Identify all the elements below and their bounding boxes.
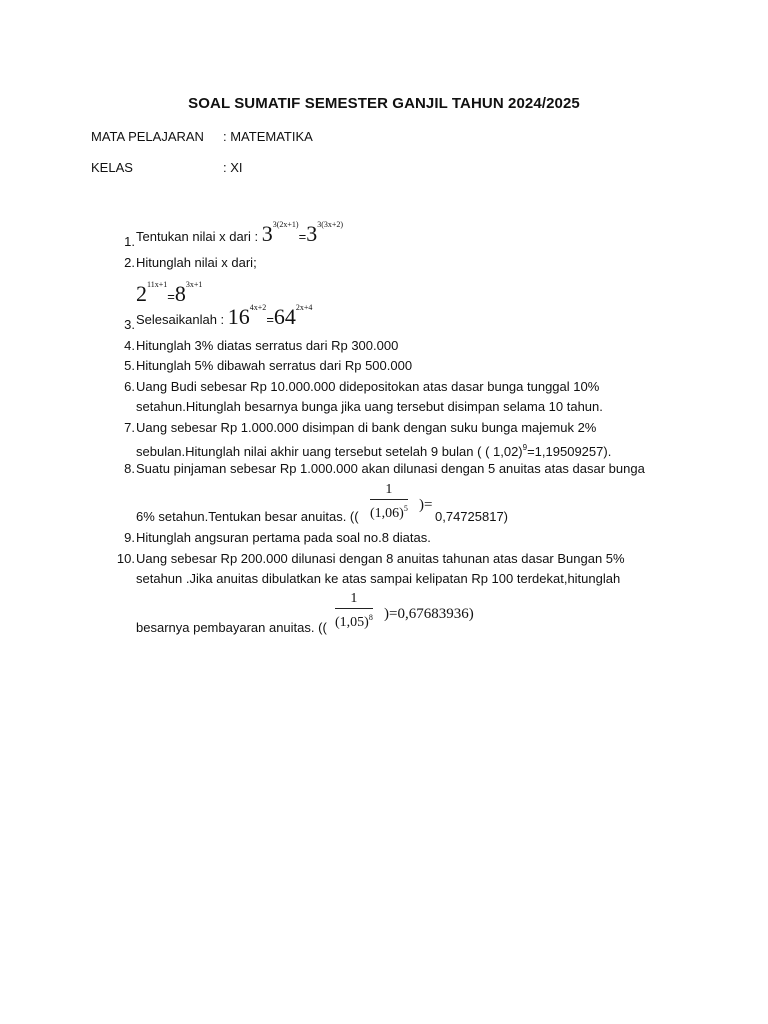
question-number: 1. bbox=[124, 234, 135, 249]
base-left: 3 bbox=[261, 221, 273, 246]
page-title: SOAL SUMATIF SEMESTER GANJIL TAHUN 2024/2025 bbox=[188, 95, 580, 112]
text-part: =1,19509257). bbox=[527, 444, 612, 459]
fraction-numerator: 1 bbox=[335, 590, 373, 609]
question-text: Tentukan nilai x dari : bbox=[136, 229, 259, 244]
denominator-exponent: 8 bbox=[368, 613, 373, 622]
question-text: Hitunglah 5% dibawah serratus dari Rp 500.000 bbox=[136, 358, 413, 373]
formula-line bbox=[136, 479, 683, 527]
meta-label: KELAS bbox=[91, 160, 133, 175]
fraction-denominator bbox=[370, 500, 408, 523]
fraction-denominator bbox=[335, 609, 373, 632]
question-8 bbox=[113, 459, 683, 527]
base-right: 64 bbox=[273, 304, 296, 329]
question-number: 4. bbox=[124, 338, 135, 353]
question-4 bbox=[113, 336, 683, 356]
question-number: 9. bbox=[124, 530, 135, 545]
question-number: 8. bbox=[124, 461, 135, 476]
question-3 bbox=[113, 298, 683, 330]
fraction bbox=[370, 481, 408, 523]
question-9 bbox=[113, 528, 683, 548]
question-number: 2. bbox=[124, 255, 135, 270]
question-6 bbox=[113, 377, 683, 417]
formula-close: )= bbox=[419, 497, 433, 513]
question-text: Selesaikanlah : bbox=[136, 312, 225, 327]
formula-close: )=0,67683936) bbox=[384, 606, 474, 622]
equals-sign: = bbox=[298, 229, 307, 244]
question-number: 5. bbox=[124, 358, 135, 373]
question-number: 10. bbox=[116, 551, 135, 566]
denominator-base: (1,05) bbox=[335, 615, 369, 630]
exponent: 9 bbox=[522, 443, 528, 452]
question-10 bbox=[113, 549, 683, 637]
question-number: 6. bbox=[124, 379, 135, 394]
fraction bbox=[335, 590, 373, 632]
exponent-right: 3x+1 bbox=[185, 280, 203, 289]
formula-line bbox=[136, 589, 683, 637]
denominator-exponent: 5 bbox=[403, 504, 408, 513]
meta-subject bbox=[91, 129, 313, 144]
base-left: 16 bbox=[227, 304, 250, 329]
question-text: Hitunglah nilai x dari; bbox=[136, 255, 257, 270]
question-text: Hitunglah angsuran pertama pada soal no.8 diatas. bbox=[136, 530, 431, 545]
question-text-line: Uang sebesar Rp 200.000 dilunasi dengan 8 anuitas tahunan atas dasar Bungan 5% bbox=[136, 551, 625, 566]
question-7 bbox=[113, 418, 683, 462]
denominator-base: (1,06) bbox=[370, 506, 404, 521]
base-left: 2 bbox=[136, 281, 147, 306]
text-part: sebulan.Hitunglah nilai akhir uang tersebut setelah 9 bulan ( ( 1,02) bbox=[136, 444, 523, 459]
equals-sign: = bbox=[266, 312, 274, 327]
equals-sign: = bbox=[167, 289, 175, 304]
question-number: 7. bbox=[124, 420, 135, 435]
question-text: Hitunglah 3% diatas serratus dari Rp 300.000 bbox=[136, 338, 399, 353]
question-text-line: setahun .Jika anuitas dibulatkan ke atas sampai kelipatan Rp 100 terdekat,hitunglah bbox=[136, 571, 621, 586]
formula-value: 0,74725817) bbox=[435, 509, 509, 524]
meta-class bbox=[91, 160, 243, 175]
meta-label: MATA PELAJARAN bbox=[91, 129, 204, 144]
base-right: 8 bbox=[174, 281, 186, 306]
base-right: 3 bbox=[306, 221, 318, 246]
fraction-numerator: 1 bbox=[370, 481, 408, 500]
exponent-right: 2x+4 bbox=[295, 303, 313, 312]
question-text-line: Uang sebesar Rp 1.000.000 disimpan di bank dengan suku bunga majemuk 2% bbox=[136, 420, 597, 435]
question-text-line: Uang Budi sebesar Rp 10.000.000 didepositokan atas dasar bunga tunggal 10% bbox=[136, 379, 600, 394]
question-text-line: Suatu pinjaman sebesar Rp 1.000.000 akan dilunasi dengan 5 anuitas atas dasar bunga bbox=[136, 461, 645, 476]
question-number: 3. bbox=[124, 317, 135, 332]
exponent-left: 3(2x+1) bbox=[272, 220, 299, 229]
exponent-left: 4x+2 bbox=[249, 303, 267, 312]
question-text-line: 6% setahun.Tentukan besar anuitas. (( bbox=[136, 509, 359, 524]
meta-value: : MATEMATIKA bbox=[223, 129, 313, 144]
question-5 bbox=[113, 356, 683, 376]
question-text-line: setahun.Hitunglah besarnya bunga jika uang tersebut disimpan selama 10 tahun. bbox=[136, 399, 603, 414]
question-text-line: besarnya pembayaran anuitas. (( bbox=[136, 620, 327, 635]
exponent-left: 11x+1 bbox=[147, 280, 168, 289]
exponent-right: 3(3x+2) bbox=[317, 220, 344, 229]
meta-value: : XI bbox=[223, 160, 243, 175]
question-1 bbox=[113, 215, 683, 247]
